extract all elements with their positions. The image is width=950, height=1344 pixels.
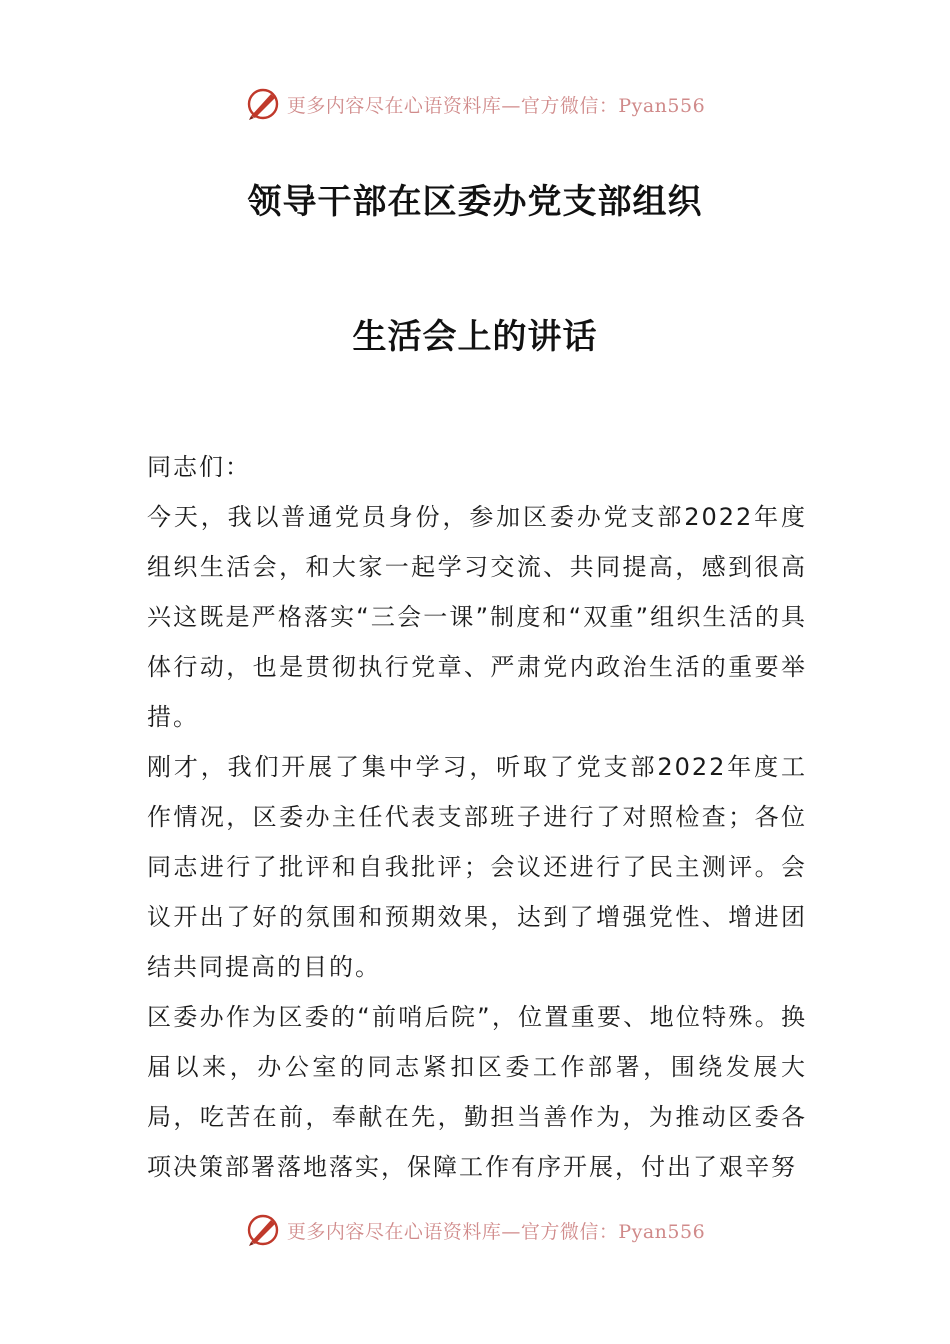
watermark-header	[0, 84, 950, 124]
paragraph: 刚才，我们开展了集中学习，听取了党支部2022年度工作情况，区委办主任代表支部班子进行了对照检查；各位同志进行了批评和自我批评；会议还进行了民主测评。会议开出了好的氛围和预期效果，达到了增强党性、增进团结共同提高的目的。	[147, 753, 807, 981]
paragraph: 区委办作为区委的“前哨后院”，位置重要、地位特殊。换届以来，办公室的同志紧扣区委工作部署，围绕发展大局，吃苦在前，奉献在先，勤担当善作为，为推动区委各项决策部署落地落实，保障工作有序开展，付出了艰辛努	[147, 1003, 807, 1181]
pen-circle-icon	[245, 1212, 281, 1248]
document-title-line-1: 领导干部在区委办党支部组织	[247, 182, 703, 222]
paragraph: 今天，我以普通党员身份，参加区委办党支部2022年度组织生活会，和大家一起学习交流、共同提高，感到很高兴这既是严格落实“三会一课”制度和“双重”组织生活的具体行动，也是贯彻执行党章、严肃党内政治生活的重要举措。	[147, 503, 807, 731]
watermark-text: 更多内容尽在心语资料库—官方微信：Pyan556	[286, 1220, 706, 1243]
document-title-line-2: 生活会上的讲话	[352, 317, 598, 357]
watermark-text: 更多内容尽在心语资料库—官方微信：Pyan556	[286, 94, 706, 117]
document-body	[147, 442, 807, 1192]
paragraph-salutation: 同志们：	[147, 453, 251, 481]
watermark-footer	[0, 1210, 950, 1250]
pen-circle-icon	[245, 86, 281, 122]
